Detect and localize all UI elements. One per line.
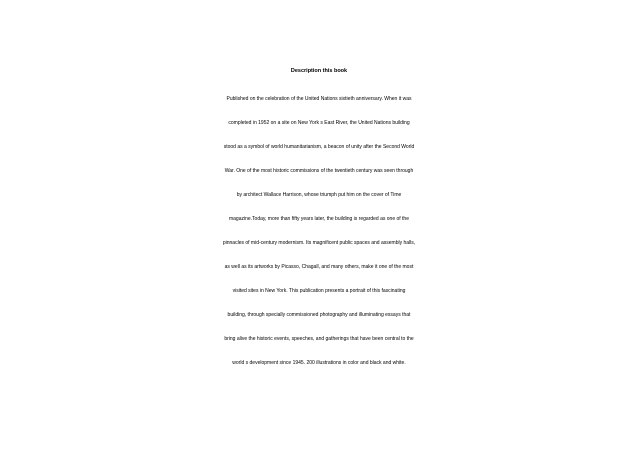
description-line: stood as a symbol of world humanitarianism, a beacon of unity after the Second World (223, 144, 415, 150)
description-line: by architect Wallace Harrison, whose triumph put him on the cover of Time (236, 192, 402, 198)
description-line: War. One of the most historic commissions of the twentieth century was seen through (224, 168, 414, 174)
description-line: world s development since 1945. 200 illustrations in color and black and white. (232, 360, 406, 366)
description-line: completed in 1952 on a site on New York s East River, the United Nations building (228, 120, 410, 126)
document-title: Description this book (290, 68, 348, 74)
description-line: pinnacles of mid-century modernism. Its magnificent public spaces and assembly halls, (222, 240, 416, 246)
description-line: magazine.Today, more than fifty years later, the building is regarded as one of the (228, 216, 409, 222)
description-line: building, through specially commissioned photography and illuminating essays that (227, 312, 411, 318)
description-line: bring alive the historic events, speeches, and gatherings that have been central to the (224, 336, 414, 342)
description-line: Published on the celebration of the United Nations sixtieth anniversary. When it was (226, 96, 412, 102)
description-line: visited sites in New York. This publication presents a portrait of this fascinating (232, 288, 406, 294)
description-line: as well as its artworks by Picasso, Chagall, and many others, make it one of the most (224, 264, 414, 270)
